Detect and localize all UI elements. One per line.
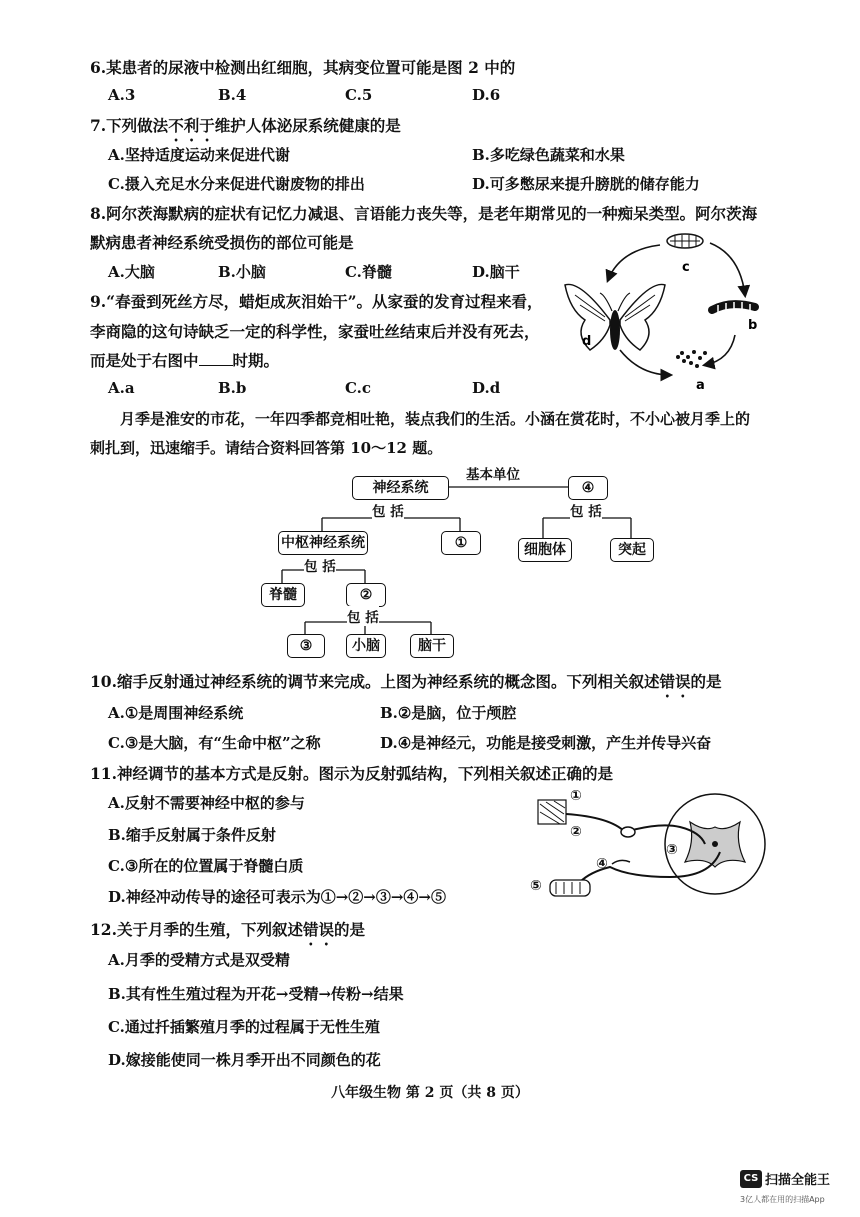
include-label-2: 包 括 [570, 500, 602, 520]
q9-line3-pre: 而是处于右图中 [90, 351, 199, 370]
q11-option-c: C.③所在的位置属于脊髓白质 [108, 857, 304, 875]
q10-option-b: B.②是脑，位于颅腔 [380, 704, 517, 722]
q6-option-b: B.4 [218, 86, 247, 104]
q7-option-a: A.坚持适度运动来促进代谢 [108, 146, 290, 164]
reflex-label-5: ⑤ [530, 878, 542, 894]
q10-option-a: A.①是周围神经系统 [108, 704, 244, 722]
q7-option-c: C.摄入充足水分来促进代谢废物的排出 [108, 175, 365, 193]
q7-stem-emphasis: 不利于 [168, 116, 215, 135]
intro-paragraph: 月季是淮安的市花，一年四季都竞相吐艳，装点我们的生活。小涵在赏花时，不小心被月季上的刺扎到，迅速缩手。请结合资料回答第 10～12 题。 [90, 410, 751, 457]
effector-icon [550, 880, 590, 896]
q10-option-c: C.③是大脑，有“生命中枢”之称 [108, 734, 321, 752]
q9-option-d: D.d [472, 379, 501, 397]
q12-option-d: D.嫁接能使同一株月季开出不同颜色的花 [108, 1051, 381, 1069]
q10-stem [90, 670, 722, 701]
page-footer: 八年级生物 第 2 页（共 8 页） [331, 1085, 529, 1101]
q10-stem-emphasis: 错误 [659, 672, 691, 691]
box-cerebellum: 小脑 [346, 634, 386, 658]
fig-label-c: c [682, 260, 690, 275]
box-spinal-cord: 脊髓 [261, 583, 305, 607]
q8-option-d: D.脑干 [472, 263, 520, 281]
q12-stem-pre: 12.关于月季的生殖，下列叙述 [90, 920, 303, 939]
q9-line2: 李商隐的这句诗缺乏一定的科学性，家蚕吐丝结束后并没有死去， [90, 322, 540, 341]
fig-label-a: a [696, 378, 705, 393]
q11-stem: 11.神经调节的基本方式是反射。图示为反射弧结构，下列相关叙述正确的是 [90, 764, 613, 783]
box-process: 突起 [610, 538, 654, 562]
q8-option-a: A.大脑 [108, 263, 155, 281]
q10-stem-pre: 10.缩手反射通过神经系统的调节来完成。上图为神经系统的概念图。下列相关叙述 [90, 672, 660, 691]
include-label-4: 包 括 [347, 606, 379, 626]
scanner-watermark [740, 1168, 830, 1188]
q12-stem-post: 的是 [333, 920, 365, 939]
q9-option-a: A.a [108, 379, 135, 397]
q9-option-b: B.b [218, 379, 247, 397]
reflex-label-3: ③ [666, 842, 678, 858]
q6-option-c: C.5 [345, 86, 373, 104]
q7-option-d: D.可多憋尿来提升膀胱的储存能力 [472, 175, 700, 193]
q8-line1: 8.阿尔茨海默病的症状有记忆力减退、言语能力丧失等，是老年期常见的一种痴呆类型。阿尔茨海 [90, 204, 758, 223]
reflex-arc-figure [520, 782, 775, 907]
box-nervous-system: 神经系统 [352, 476, 449, 500]
reflex-label-1: ① [570, 788, 582, 804]
q12-option-b: B.其有性生殖过程为开花→受精→传粉→结果 [108, 985, 404, 1003]
reflex-label-4: ④ [596, 856, 608, 872]
basic-unit-label: 基本单位 [466, 463, 520, 483]
q7-stem-post: 维护人体泌尿系统健康的是 [214, 116, 401, 135]
q12-stem [90, 918, 365, 949]
q9-option-c: C.c [345, 379, 372, 397]
q8-option-b: B.小脑 [218, 263, 266, 281]
box-n1: ① [441, 531, 481, 555]
box-n3: ③ [287, 634, 325, 658]
include-label-3: 包 括 [304, 555, 336, 575]
scanner-tagline: 3亿人都在用的扫描App [740, 1195, 825, 1204]
fig-label-b: b [748, 318, 758, 333]
box-n2: ② [346, 583, 386, 607]
q12-option-a: A.月季的受精方式是双受精 [108, 951, 290, 969]
scanner-app-name: 扫描全能王 [765, 1173, 831, 1188]
q10-option-d: D.④是神经元，功能是接受刺激，产生并传导兴奋 [380, 734, 712, 752]
q11-option-a: A.反射不需要神经中枢的参与 [108, 794, 305, 812]
box-cell-body: 细胞体 [518, 538, 572, 562]
q12-stem-emphasis: 错误 [302, 920, 334, 939]
reflex-label-2: ② [570, 824, 582, 840]
q7-stem-pre: 7.下列做法 [90, 116, 169, 135]
q6-option-a: A.3 [108, 86, 136, 104]
q7-option-b: B.多吃绿色蔬菜和水果 [472, 146, 625, 164]
q12-option-c: C.通过扦插繁殖月季的过程属于无性生殖 [108, 1018, 380, 1036]
q10-stem-post: 的是 [690, 672, 722, 691]
box-brainstem: 脑干 [410, 634, 454, 658]
q8-option-c: C.脊髓 [345, 263, 392, 281]
scanner-logo-icon: CS [740, 1170, 762, 1188]
include-label-1: 包 括 [372, 500, 404, 520]
box-n4: ④ [568, 476, 608, 500]
box-cns: 中枢神经系统 [278, 531, 368, 555]
fig-label-d: d [582, 334, 592, 349]
q11-option-b: B.缩手反射属于条件反射 [108, 826, 276, 844]
q9-line1: 9.“春蚕到死丝方尽，蜡炬成灰泪始干”。从家蚕的发育过程来看， [90, 292, 543, 311]
q6-option-d: D.6 [472, 86, 501, 104]
q9-line3-post: 时期。 [232, 351, 280, 370]
q8-line2: 默病患者神经系统受损伤的部位可能是 [90, 233, 354, 252]
q11-option-d: D.神经冲动传导的途径可表示为①→②→③→④→⑤ [108, 888, 446, 906]
receptor-icon [538, 800, 566, 824]
q6-stem: 6.某患者的尿液中检测出红细胞，其病变位置可能是图 2 中的 [90, 58, 516, 77]
